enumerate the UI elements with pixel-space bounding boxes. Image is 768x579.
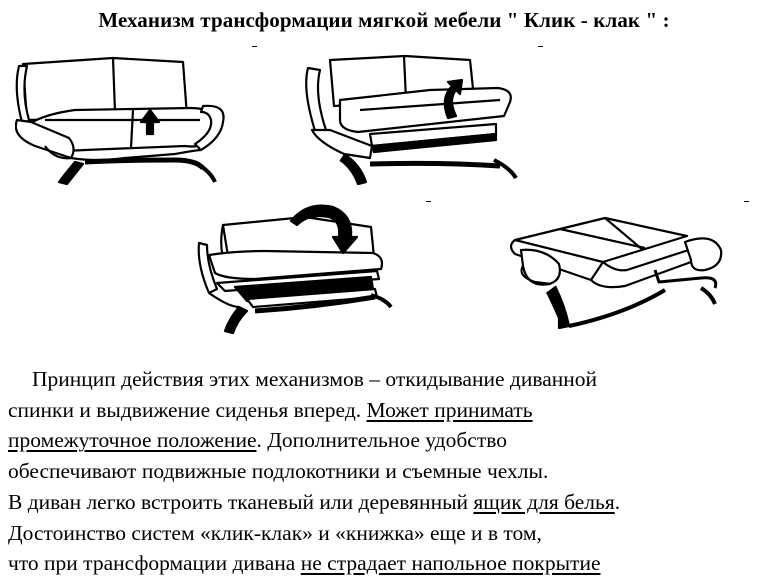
text-line: обеспечивают подвижные подлокотники и съемные чехлы. [8,459,549,484]
text-segment: . Дополнительное удобство [256,428,508,453]
scan-mark [538,46,543,47]
sofa-step-2-figure [300,50,525,190]
underlined-text: промежуточное положение [8,428,257,453]
underlined-text: ящик для белья [473,489,615,514]
text-line [8,395,763,426]
text-segment: . [614,489,621,514]
description-paragraph [8,364,763,579]
text-line [8,487,763,518]
text-line [8,425,763,456]
text-segment: спинки и выдвижение сиденья вперед. [8,397,367,422]
text-line [8,548,763,579]
scan-mark [744,201,749,202]
underlined-text: не страдает напольное покрытие [300,551,601,576]
scan-mark [426,201,431,202]
scan-mark [252,46,257,47]
text-line: Достоинство систем «клик-клак» и «книжка» еще и в том, [8,520,542,545]
text-segment: В диван легко встроить тканевый или деревянный [8,489,474,514]
underlined-text: Может принимать [366,397,533,422]
sofa-step-1-figure [15,50,230,190]
sofa-step-4-figure [505,210,730,340]
sofa-step-3-figure [195,195,405,340]
text-segment: что при трансформации дивана [8,551,301,576]
text-line: Принцип действия этих механизмов – откидывание диванной [32,367,598,391]
page-title: Механизм трансформации мягкой мебели " Клик - клак " : [98,8,670,32]
